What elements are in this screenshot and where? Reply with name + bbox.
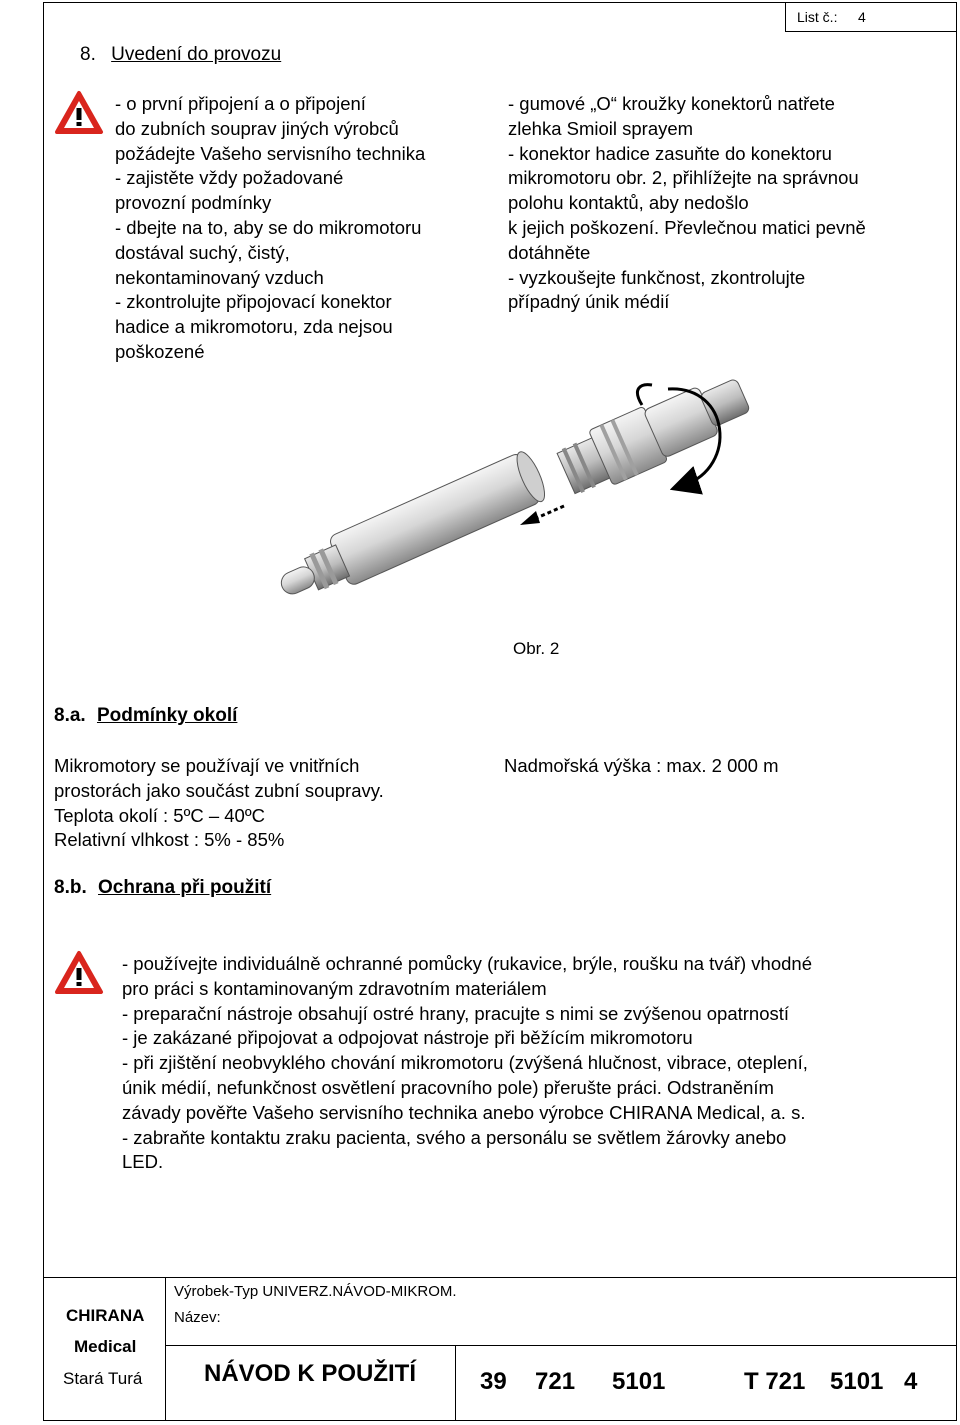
text-line: polohu kontaktů, aby nedošlo <box>508 192 749 214</box>
text-line: - při zjištění neobvyklého chování mikromotoru (zvýšená hlučnost, vibrace, oteplení, <box>122 1052 808 1074</box>
text-line: závady pověřte Vašeho servisního technika anebo výrobce CHIRANA Medical, a. s. <box>122 1101 806 1123</box>
footer-divider <box>455 1345 456 1421</box>
text-line: požádejte Vašeho servisního technika <box>115 142 426 164</box>
figure-caption: Obr. 2 <box>513 639 560 658</box>
company-name: CHIRANA <box>66 1306 145 1325</box>
company-location: Stará Turá <box>63 1369 143 1388</box>
text-line: případný únik médií <box>508 291 670 313</box>
section-8b-number: 8.b. <box>54 877 87 898</box>
section-8-heading <box>80 44 281 66</box>
text-line: nekontaminovaný vzduch <box>115 266 324 288</box>
company-division: Medical <box>74 1337 137 1356</box>
text-line: dotáhněte <box>508 241 591 263</box>
section-8a-title: Podmínky okolí <box>96 705 238 726</box>
text-line: prostorách jako součást zubní soupravy. <box>54 779 384 801</box>
text-line: - zkontrolujte připojovací konektor <box>115 291 392 313</box>
text-line: LED. <box>122 1151 164 1173</box>
sheet-label: List č.: <box>797 9 838 25</box>
section-8-title: Uvedení do provozu <box>111 44 282 65</box>
warning-triangle-icon <box>54 950 104 996</box>
text-line: - konektor hadice zasuňte do konektoru <box>508 142 832 164</box>
text-line: - je zakázané připojovat a odpojovat nástroje při běžícím mikromotoru <box>122 1027 693 1049</box>
text-line: - gumové „O“ kroužky konektorů natřete <box>508 93 835 114</box>
altitude-text: Nadmořská výška : max. 2 000 m <box>504 755 779 776</box>
doc-code-part: 721 <box>535 1368 576 1395</box>
insert-arrow-icon <box>520 506 564 525</box>
text-line: Relativní vlhkost : 5% - 85% <box>54 829 285 851</box>
text-line: - používejte individuálně ochranné pomůcky (rukavice, brýle, roušku na tvář) vhodné <box>122 953 813 974</box>
text-line: poškozené <box>115 340 205 362</box>
section-8b-title: Ochrana při použití <box>98 877 272 898</box>
micromotor-connector-figure <box>260 375 760 615</box>
doc-code-part: 4 <box>904 1368 918 1395</box>
text-line: zlehka Smioil sprayem <box>508 117 694 139</box>
name-label: Název: <box>174 1309 221 1326</box>
text-line: únik médií, nefunkčnost osvětlení pracovního pole) přerušte práci. Odstraněním <box>122 1076 774 1098</box>
section-8a-number: 8.a. <box>54 705 86 726</box>
warning-triangle-icon <box>54 90 104 136</box>
section-8a-heading <box>54 705 237 727</box>
doc-code-part: 39 <box>480 1368 507 1395</box>
doc-code-part: T 721 <box>744 1368 806 1395</box>
section-8a-text <box>54 754 384 853</box>
sheet-number: 4 <box>858 9 866 25</box>
document-title: NÁVOD K POUŽITÍ <box>204 1360 417 1387</box>
text-line: - preparační nástroje obsahují ostré hrany, pracujte s nimi se zvýšenou opatrností <box>122 1002 790 1024</box>
section-8b-heading <box>54 877 271 899</box>
text-line: - zajistěte vždy požadované <box>115 167 344 189</box>
footer-divider <box>165 1277 166 1421</box>
section-8-right-text <box>508 92 866 315</box>
section-8-number: 8. <box>80 44 96 65</box>
text-line: mikromotoru obr. 2, přihlížejte na správnou <box>508 167 859 189</box>
text-line: Mikromotory se používají ve vnitřních <box>54 755 360 776</box>
text-line: - o první připojení a o připojení <box>115 93 366 114</box>
text-line: - vyzkoušejte funkčnost, zkontrolujte <box>508 266 806 288</box>
doc-code-part: 5101 <box>830 1368 884 1395</box>
section-8-left-text <box>115 92 425 365</box>
text-line: pro práci s kontaminovaným zdravotním materiálem <box>122 977 547 999</box>
product-type: Výrobek-Typ UNIVERZ.NÁVOD-MIKROM. <box>174 1283 457 1300</box>
text-line: provozní podmínky <box>115 192 272 214</box>
text-line: - dbejte na to, aby se do mikromotoru <box>115 216 422 238</box>
text-line: k jejich poškození. Převlečnou matici pevně <box>508 216 866 238</box>
section-8b-text <box>122 952 812 1175</box>
text-line: hadice a mikromotoru, zda nejsou <box>115 316 393 338</box>
text-line: Teplota okolí : 5ºC – 40ºC <box>54 804 265 826</box>
text-line: - zabraňte kontaktu zraku pacienta, svého a personálu se světlem žárovky anebo <box>122 1126 787 1148</box>
footer-divider <box>43 1277 957 1278</box>
hose-connector <box>554 375 756 501</box>
micromotor-body <box>271 448 550 612</box>
text-line: do zubních souprav jiných výrobců <box>115 117 399 139</box>
text-line: dostával suchý, čistý, <box>115 241 290 263</box>
doc-code-part: 5101 <box>612 1368 666 1395</box>
footer-divider <box>165 1345 957 1346</box>
